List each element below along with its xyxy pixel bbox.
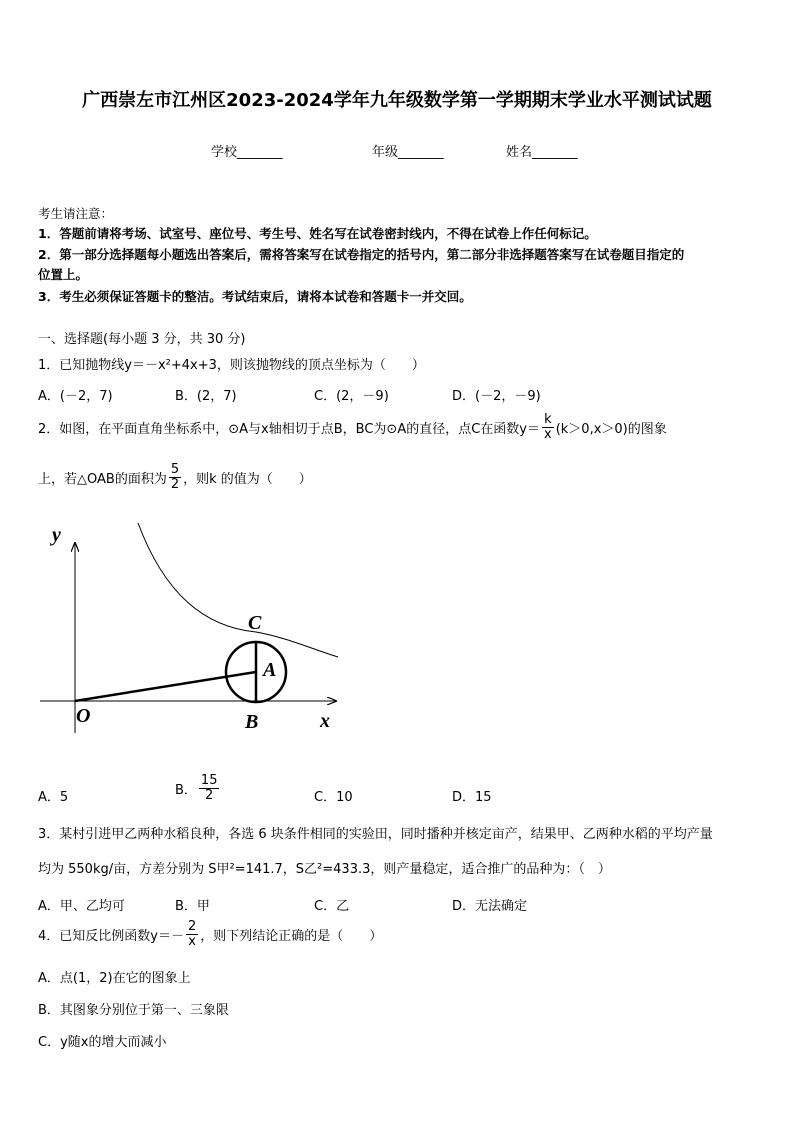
q2-option-b-prefix: B． bbox=[175, 782, 197, 798]
q4-option-a: A．点(1，2)在它的图象上 bbox=[38, 971, 191, 986]
point-c-label: C bbox=[248, 612, 262, 634]
section-heading: 一、选择题(每小题 3 分，共 30 分) bbox=[38, 332, 246, 347]
origin-label: O bbox=[76, 705, 91, 727]
q2-stem-part-1: 2．如图，在平面直角坐标系中，⊙A与x轴相切于点B，BC为⊙A的直径，点C在函数y＝ bbox=[38, 421, 540, 437]
notice-item-3: 3．考生必须保证答题卡的整洁。考试结束后，请将本试卷和答题卡一并交回。 bbox=[38, 289, 472, 304]
q3-option-c: C．乙 bbox=[314, 899, 350, 914]
y-axis-label: y bbox=[52, 524, 61, 546]
q4-fraction-2-over-x bbox=[186, 920, 198, 948]
question-3-line-1: 3．某村引进甲乙两种水稻良种，各选 6 块条件相同的实验田，同时播种并核定亩产，结果甲、乙两种水稻的平均产量 bbox=[38, 827, 713, 842]
fraction-denominator: 2 bbox=[205, 787, 214, 803]
q2-option-c: C．10 bbox=[314, 790, 353, 805]
q2-option-d: D．15 bbox=[452, 790, 492, 805]
fraction-denominator: x bbox=[544, 426, 552, 442]
question-2-line-1 bbox=[38, 413, 667, 441]
page-title: 广西崇左市江州区2023-2024学年九年级数学第一学期期末学业水平测试试题 bbox=[82, 90, 712, 111]
notice-heading: 考生请注意： bbox=[38, 206, 114, 221]
notice-item-1: 1．答题前请将考场、试室号、座位号、考生号、姓名写在试卷密封线内，不得在试卷上作任何标记。 bbox=[38, 226, 597, 241]
q4-option-b: B．其图象分别位于第一、三象限 bbox=[38, 1003, 229, 1018]
x-axis-label: x bbox=[320, 710, 330, 732]
hyperbola-curve bbox=[138, 523, 338, 657]
q2-fraction-5-over-2 bbox=[169, 463, 181, 491]
question-1-stem: 1．已知抛物线y＝－x²+4x+3，则该抛物线的顶点坐标为（ ） bbox=[38, 358, 425, 373]
q1-option-a: A．(－2，7) bbox=[38, 389, 113, 404]
q1-option-c: C．(2，－9) bbox=[314, 389, 389, 404]
fraction-denominator: 2 bbox=[170, 476, 180, 492]
q2-option-b-fraction bbox=[199, 774, 220, 802]
fraction-numerator: 15 bbox=[200, 773, 218, 788]
fraction-numerator: 2 bbox=[187, 919, 197, 934]
q2-option-a: A．5 bbox=[38, 790, 69, 805]
q3-option-a: A．甲、乙均可 bbox=[38, 899, 125, 914]
q4-option-c: C．y随x的增大而减小 bbox=[38, 1035, 167, 1050]
school-field: 学校_______ bbox=[211, 145, 283, 160]
grade-field: 年级_______ bbox=[372, 145, 444, 160]
fraction-denominator: x bbox=[188, 933, 196, 949]
notice-item-2: 2．第一部分选择题每小题选出答案后，需将答案写在试卷指定的括号内，第二部分非选择题答案写在试卷题目指定的 bbox=[38, 247, 685, 262]
q2-option-b bbox=[175, 774, 221, 802]
q2-coordinate-figure bbox=[30, 515, 360, 740]
fraction-numerator: k bbox=[544, 412, 552, 427]
point-b-label: B bbox=[245, 711, 259, 733]
q4-stem-part-2: ，则下列结论正确的是（ ） bbox=[200, 928, 383, 944]
q2-stem-part-3: 上，若△OAB的面积为 bbox=[38, 471, 167, 487]
q1-option-b: B．(2，7) bbox=[175, 389, 237, 404]
q2-stem-part-2: (k＞0,x＞0)的图象 bbox=[555, 421, 667, 437]
q1-option-d: D．(－2，－9) bbox=[452, 389, 541, 404]
q4-stem-part-1: 4．已知反比例函数y＝－ bbox=[38, 928, 184, 944]
notice-item-2-cont: 位置上。 bbox=[38, 267, 89, 282]
question-3-line-2: 均为 550kg/亩，方差分别为 S甲²=141.7，S乙²=433.3，则产量稳定，适合推广的品种为：（ ） bbox=[38, 862, 611, 877]
question-2-line-2 bbox=[38, 463, 312, 491]
point-a-label: A bbox=[263, 659, 277, 681]
q2-stem-part-4: ，则k 的值为（ ） bbox=[183, 471, 312, 487]
q2-fraction-k-over-x bbox=[542, 413, 554, 441]
question-4-stem bbox=[38, 920, 382, 948]
fraction-numerator: 5 bbox=[170, 462, 180, 477]
q3-option-d: D．无法确定 bbox=[452, 899, 528, 914]
name-field: 姓名_______ bbox=[506, 145, 578, 160]
q3-option-b: B．甲 bbox=[175, 899, 210, 914]
